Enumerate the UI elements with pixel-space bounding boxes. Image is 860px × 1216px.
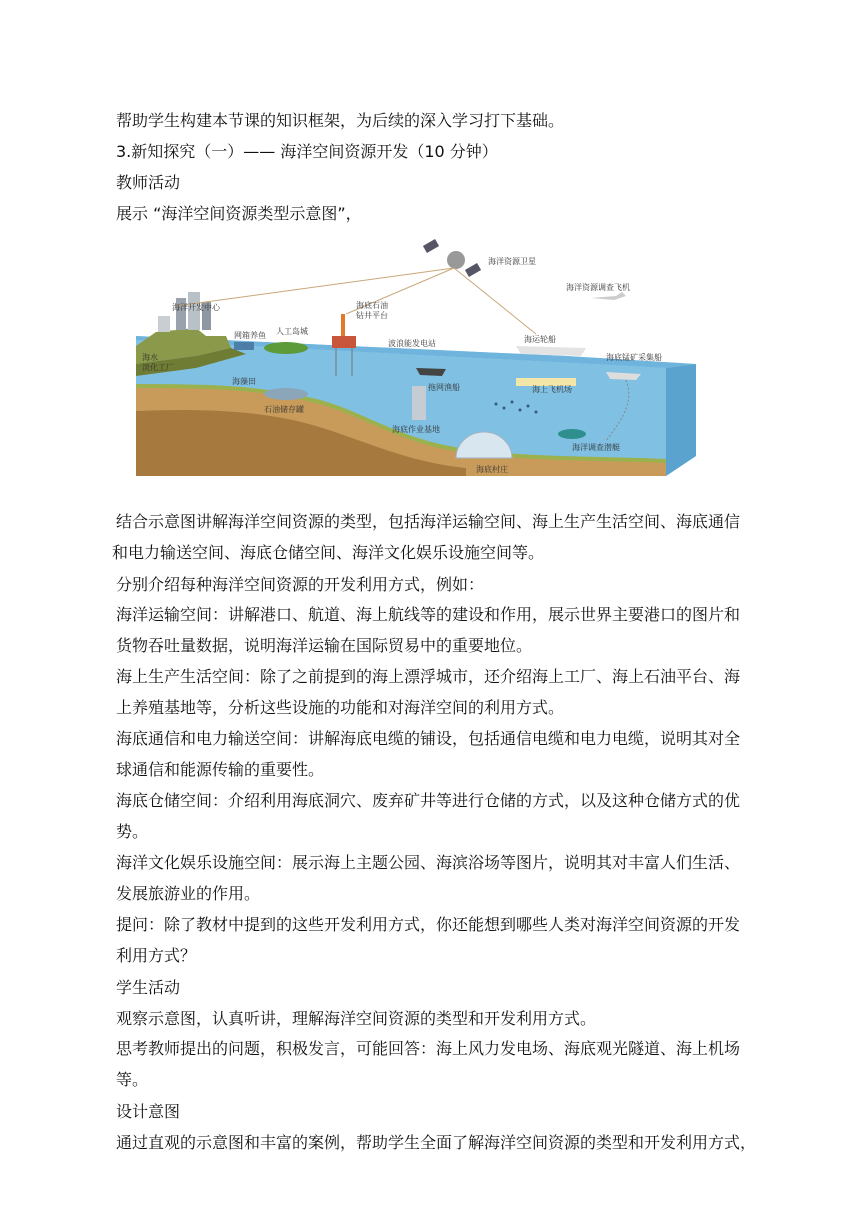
fish-cage-icon bbox=[234, 342, 254, 350]
label-cargo-ship: 海运轮船 bbox=[524, 335, 556, 344]
ocean-space-resources-diagram bbox=[136, 236, 696, 498]
label-seabed-base: 海底作业基地 bbox=[392, 425, 440, 434]
seabed-base-icon bbox=[412, 386, 426, 420]
student-activity-heading: 学生活动 bbox=[116, 978, 181, 997]
teacher-activity-heading: 教师活动 bbox=[116, 173, 181, 192]
label-seaweed-field: 海藻田 bbox=[232, 377, 256, 386]
paragraph-storage-line2: 势。 bbox=[116, 822, 149, 841]
paragraph-question-line2: 利用方式？ bbox=[116, 946, 197, 965]
label-artificial-island: 人工岛城 bbox=[276, 327, 308, 336]
paragraph-observe: 观察示意图，认真听讲，理解海洋空间资源的类型和开发利用方式。 bbox=[116, 1009, 597, 1028]
label-fish-cage: 网箱养鱼 bbox=[234, 331, 266, 340]
plane-icon bbox=[591, 292, 626, 300]
section-heading: 3.新知探究（一）—— 海洋空间资源开发（10 分钟） bbox=[116, 142, 498, 161]
trawler-icon bbox=[416, 368, 446, 376]
paragraph-production bbox=[116, 661, 782, 723]
show-diagram-text: 展示 “海洋空间资源类型示意图”， bbox=[116, 204, 362, 223]
paragraph-question-line1: 提问：除了教材中提到的这些开发利用方式，你还能想到哪些人类对海洋空间资源的开发 bbox=[116, 915, 741, 934]
design-intent-heading: 设计意图 bbox=[116, 1102, 181, 1121]
label-development-center: 海洋开发中心 bbox=[172, 303, 220, 312]
paragraph-production-line2: 上养殖基地等，分析这些设施的功能和对海洋空间的利用方式。 bbox=[116, 698, 565, 717]
paragraph-types-line2: 和电力输送空间、海底仓储空间、海洋文化娱乐设施空间等。 bbox=[112, 543, 545, 562]
paragraph-transport-line1: 海洋运输空间：讲解港口、航道、海上航线等的建设和作用，展示世界主要港口的图片和 bbox=[116, 605, 741, 624]
paragraph-entertainment bbox=[116, 847, 782, 909]
oil-tank-icon bbox=[264, 388, 308, 400]
paragraph-design-intent: 通过直观的示意图和丰富的案例，帮助学生全面了解海洋空间资源的类型和开发利用方式， bbox=[116, 1133, 757, 1152]
paragraph-communication-line2: 球通信和能源传输的重要性。 bbox=[116, 760, 325, 779]
paragraph-communication bbox=[116, 723, 782, 785]
paragraph-transport bbox=[116, 599, 782, 661]
label-desalination-2: 淡化工厂 bbox=[142, 363, 174, 372]
paragraph-entertainment-line2: 发展旅游业的作用。 bbox=[116, 884, 261, 903]
label-plane: 海洋资源调查飞机 bbox=[566, 283, 630, 292]
paragraph-types bbox=[112, 506, 782, 568]
paragraph-answer-line1: 思考教师提出的问题，积极发言，可能回答：海上风力发电场、海底观光隧道、海上机场 bbox=[116, 1039, 741, 1058]
label-seabed-village: 海底村庄 bbox=[476, 465, 508, 474]
label-trawler: 拖网渔船 bbox=[428, 383, 460, 392]
paragraph-types-line1: 结合示意图讲解海洋空间资源的类型，包括海洋运输空间、海上生产生活空间、海底通信 bbox=[116, 512, 741, 531]
label-oil-tank: 石油储存罐 bbox=[264, 405, 304, 414]
label-desalination: 海水 bbox=[142, 353, 158, 362]
label-oil-rig-2: 钻井平台 bbox=[356, 311, 388, 320]
paragraph-intro-end: 帮助学生构建本节课的知识框架，为后续的深入学习打下基础。 bbox=[116, 111, 565, 130]
label-wave-power: 波浪能发电站 bbox=[388, 339, 436, 348]
paragraph-question bbox=[116, 909, 782, 971]
paragraph-storage-line1: 海底仓储空间：介绍利用海底洞穴、废弃矿井等进行仓储的方式，以及这种仓储方式的优 bbox=[116, 791, 741, 810]
paragraph-storage bbox=[116, 785, 782, 847]
paragraph-communication-line1: 海底通信和电力输送空间：讲解海底电缆的铺设，包括通信电缆和电力电缆，说明其对全 bbox=[116, 729, 741, 748]
label-oil-rig: 海底石油 bbox=[356, 301, 388, 310]
paragraph-answer bbox=[116, 1033, 782, 1095]
paragraph-transport-line2: 货物吞吐量数据，说明海洋运输在国际贸易中的重要地位。 bbox=[116, 636, 533, 655]
label-floating-airport: 海上飞机场 bbox=[532, 385, 572, 394]
submarine-icon bbox=[558, 429, 586, 439]
label-mining-ship: 海底锰矿采集船 bbox=[606, 353, 662, 362]
label-submarine: 海洋调查潜艇 bbox=[572, 443, 620, 452]
label-satellite: 海洋资源卫星 bbox=[488, 257, 536, 266]
paragraph-production-line1: 海上生产生活空间：除了之前提到的海上漂浮城市，还介绍海上工厂、海上石油平台、海 bbox=[116, 667, 741, 686]
paragraph-answer-line2: 等。 bbox=[116, 1070, 149, 1089]
paragraph-intro-methods: 分别介绍每种海洋空间资源的开发利用方式，例如： bbox=[116, 575, 485, 594]
paragraph-entertainment-line1: 海洋文化娱乐设施空间：展示海上主题公园、海滨浴场等图片，说明其对丰富人们生活、 bbox=[116, 853, 741, 872]
artificial-island-icon bbox=[264, 342, 308, 354]
